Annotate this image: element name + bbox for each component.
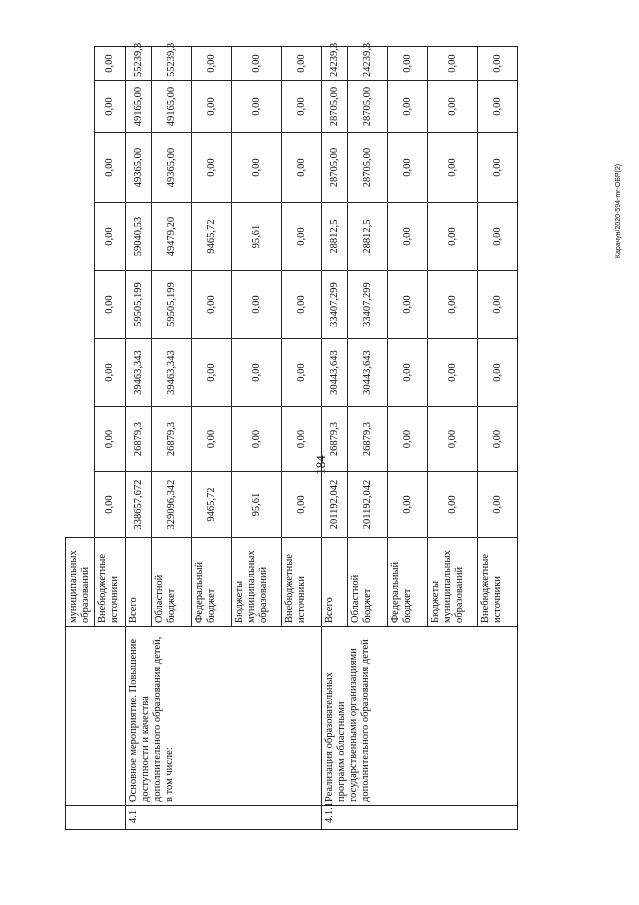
value-cell: 0,00 — [192, 339, 232, 407]
value-cell: 26879,3 — [126, 407, 152, 472]
value-cell: 26879,3 — [152, 407, 192, 472]
value-cell: 39463,343 — [152, 339, 192, 407]
row-number-cell: 4.1 — [126, 806, 322, 830]
value-cell: 0,00 — [95, 203, 126, 271]
value-cell: 0,00 — [388, 133, 428, 203]
value-cell: 0,00 — [478, 339, 518, 407]
value-cell: 95,61 — [232, 203, 282, 271]
value-cell: 0,00 — [232, 81, 282, 133]
value-cell: 28812,5 — [322, 203, 348, 271]
value-cell: 28705,00 — [322, 133, 348, 203]
value-cell: 0,00 — [478, 81, 518, 133]
value-cell: 49165,00 — [126, 81, 152, 133]
source-cell: Областной бюджет — [152, 538, 192, 627]
event-name-cell: Основное мероприятие. Повышение доступности и качества дополнительного образования детей, в том числе: — [126, 627, 322, 806]
value-cell: 0,00 — [428, 407, 478, 472]
value-cell: 0,00 — [232, 133, 282, 203]
value-cell: 0,00 — [95, 81, 126, 133]
value-cell: 0,00 — [282, 203, 322, 271]
value-cell: 33407,299 — [322, 271, 348, 339]
source-cell: Бюджеты муниципальных образований — [428, 538, 478, 627]
value-cell: 33407,299 — [348, 271, 388, 339]
value-cell: 201192,042 — [322, 472, 348, 538]
value-cell: 0,00 — [95, 47, 126, 81]
value-cell: 0,00 — [282, 47, 322, 81]
value-cell: 30443,643 — [322, 339, 348, 407]
value-cell: 28705,00 — [322, 81, 348, 133]
value-cell: 0,00 — [388, 47, 428, 81]
row-number-cell: 4.1.1 — [322, 806, 518, 830]
empty-cell — [66, 47, 95, 538]
budget-table — [65, 42, 518, 830]
value-cell: 28705,00 — [348, 133, 388, 203]
value-cell: 0,00 — [95, 407, 126, 472]
value-cell: 0,00 — [95, 133, 126, 203]
value-cell: 0,00 — [428, 81, 478, 133]
value-cell: 0,00 — [478, 203, 518, 271]
value-cell: 9465,72 — [192, 472, 232, 538]
value-cell: 0,00 — [428, 472, 478, 538]
value-cell: 39463,343 — [126, 339, 152, 407]
value-cell: 49365,00 — [152, 133, 192, 203]
source-cell: Внебюджетные источники — [478, 538, 518, 627]
value-cell: 0,00 — [388, 472, 428, 538]
value-cell: 49479,20 — [152, 203, 192, 271]
value-cell: 0,00 — [282, 133, 322, 203]
source-cell: Федеральный бюджет — [192, 538, 232, 627]
event-name-cell: Реализация образовательных программ областными государственными организациями дополнительного образования детей — [322, 627, 518, 806]
value-cell: 0,00 — [388, 203, 428, 271]
source-cell: Всего — [322, 538, 348, 627]
value-cell: 49365,00 — [126, 133, 152, 203]
value-cell: 0,00 — [478, 133, 518, 203]
value-cell: 338657,672 — [126, 472, 152, 538]
value-cell: 0,00 — [95, 472, 126, 538]
value-cell: 0,00 — [282, 271, 322, 339]
source-cell: Всего — [126, 538, 152, 627]
source-cell: Бюджеты муниципальных образований — [232, 538, 282, 627]
value-cell: 0,00 — [478, 472, 518, 538]
value-cell: 0,00 — [428, 271, 478, 339]
value-cell: 0,00 — [282, 339, 322, 407]
value-cell: 24239,3 — [348, 47, 388, 81]
value-cell: 0,00 — [192, 407, 232, 472]
row-number-cell — [66, 806, 126, 830]
value-cell: 329096,342 — [152, 472, 192, 538]
value-cell: 0,00 — [428, 339, 478, 407]
value-cell: 95,61 — [232, 472, 282, 538]
value-cell: 201192,042 — [348, 472, 388, 538]
source-cell: Областной бюджет — [348, 538, 388, 627]
value-cell: 0,00 — [232, 271, 282, 339]
value-cell: 0,00 — [388, 339, 428, 407]
value-cell: 0,00 — [428, 203, 478, 271]
document-code: Карачун/2020-594-mr-ОБР(2) — [615, 163, 622, 259]
value-cell: 0,00 — [388, 407, 428, 472]
value-cell: 49165,00 — [152, 81, 192, 133]
value-cell: 0,00 — [428, 133, 478, 203]
value-cell: 0,00 — [388, 81, 428, 133]
table-row — [66, 47, 95, 830]
value-cell: 0,00 — [192, 271, 232, 339]
value-cell: 59505,199 — [152, 271, 192, 339]
value-cell: 0,00 — [232, 407, 282, 472]
value-cell: 0,00 — [478, 271, 518, 339]
source-cell: Внебюджетные источники — [95, 538, 126, 627]
value-cell: 0,00 — [192, 47, 232, 81]
value-cell: 28705,00 — [348, 81, 388, 133]
value-cell: 9465,72 — [192, 203, 232, 271]
value-cell: 55239,3 — [126, 47, 152, 81]
value-cell: 24239,3 — [322, 47, 348, 81]
page-number: 184 — [313, 455, 328, 475]
value-cell: 59040,53 — [126, 203, 152, 271]
value-cell: 0,00 — [282, 407, 322, 472]
rotated-table-block — [65, 42, 534, 830]
value-cell: 0,00 — [428, 47, 478, 81]
value-cell: 0,00 — [232, 339, 282, 407]
value-cell: 0,00 — [95, 271, 126, 339]
value-cell: 0,00 — [282, 81, 322, 133]
value-cell: 0,00 — [388, 271, 428, 339]
value-cell: 0,00 — [282, 472, 322, 538]
source-cell: муниципальных образований — [66, 538, 95, 627]
event-name-cell — [66, 627, 126, 806]
source-cell: Внебюджетные источники — [282, 538, 322, 627]
value-cell: 28812,5 — [348, 203, 388, 271]
value-cell: 26879,3 — [322, 407, 348, 472]
source-cell: Федеральный бюджет — [388, 538, 428, 627]
value-cell: 0,00 — [95, 339, 126, 407]
value-cell: 0,00 — [478, 407, 518, 472]
value-cell: 55239,3 — [152, 47, 192, 81]
value-cell: 26879,3 — [348, 407, 388, 472]
value-cell: 30443,643 — [348, 339, 388, 407]
value-cell: 0,00 — [232, 47, 282, 81]
value-cell: 0,00 — [478, 47, 518, 81]
value-cell: 59505,199 — [126, 271, 152, 339]
table-row — [126, 47, 152, 830]
value-cell: 0,00 — [192, 81, 232, 133]
table-row — [322, 47, 348, 830]
value-cell: 0,00 — [192, 133, 232, 203]
